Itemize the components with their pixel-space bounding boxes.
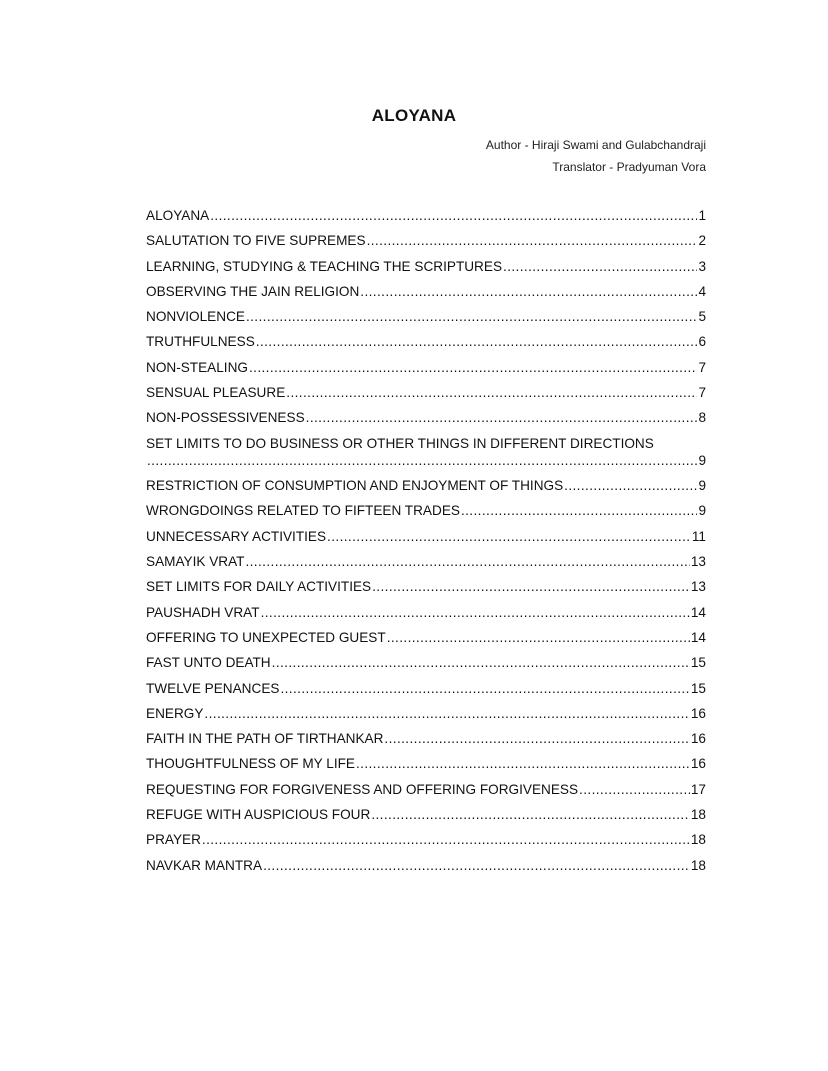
toc-entry-label: ENERGY	[146, 705, 204, 721]
translator-line: Translator - Pradyuman Vora	[552, 160, 706, 174]
dot-leader	[306, 409, 698, 426]
toc-entry-label: ALOYANA	[146, 208, 210, 223]
dot-leader	[372, 578, 690, 595]
toc-entry[interactable]	[146, 435, 706, 478]
toc-entry[interactable]	[146, 806, 706, 831]
dot-leader	[371, 806, 690, 823]
toc-entry[interactable]	[146, 359, 706, 384]
toc-entry-label: NONVIOLENCE	[146, 309, 245, 325]
document-title: ALOYANA	[371, 106, 457, 125]
toc-entry[interactable]	[146, 629, 706, 654]
toc-entry-label: OBSERVING THE JAIN RELIGION	[146, 283, 360, 299]
toc-entry[interactable]	[146, 502, 706, 527]
toc-entry-label: OFFERING TO UNEXPECTED GUEST	[146, 629, 386, 645]
dot-leader	[246, 308, 697, 325]
toc-entry-page: 5	[698, 309, 706, 325]
toc-entry-page: 18	[690, 857, 706, 873]
toc-entry[interactable]	[146, 705, 706, 730]
dot-leader	[202, 831, 690, 848]
toc-entry[interactable]	[146, 730, 706, 755]
toc-entry-page: 9	[698, 478, 706, 494]
toc-entry-page: 15	[690, 680, 706, 696]
toc-entry-page: 3	[698, 258, 706, 274]
toc-entry[interactable]	[146, 477, 706, 502]
toc-entry-label: UNNECESSARY ACTIVITIES	[146, 528, 327, 544]
toc-entry-page: 15	[690, 655, 706, 671]
toc-entry-page: 7	[698, 385, 706, 401]
toc-entry[interactable]	[146, 232, 706, 257]
dot-leader	[384, 730, 689, 747]
toc-entry[interactable]	[146, 409, 706, 434]
toc-entry-label: NON-POSSESSIVENESS	[146, 410, 305, 426]
toc-entry-label: TWELVE PENANCES	[146, 680, 280, 696]
toc-entry-page: 14	[690, 629, 706, 645]
toc-entry-page: 18	[690, 807, 706, 823]
toc-entry[interactable]	[146, 578, 706, 603]
toc-entry-page: 16	[690, 705, 706, 721]
dot-leader	[210, 207, 697, 224]
toc-entry-label: PAUSHADH VRAT	[146, 604, 260, 620]
dot-leader	[360, 283, 697, 300]
toc-entry-label: LEARNING, STUDYING & TEACHING THE SCRIPTURES	[146, 258, 503, 274]
toc-entry-page: 4	[698, 283, 706, 299]
toc-entry[interactable]	[146, 604, 706, 629]
toc-entry-label: FAITH IN THE PATH OF TIRTHANKAR	[146, 731, 384, 747]
toc-entry[interactable]	[146, 831, 706, 856]
dot-leader	[503, 258, 697, 275]
toc-entry-label: SET LIMITS FOR DAILY ACTIVITIES	[146, 579, 372, 595]
author-line: Author - Hiraji Swami and Gulabchandraji	[485, 138, 706, 152]
toc-entry-label: SET LIMITS TO DO BUSINESS OR OTHER THINGS IN DIFFERENT DIRECTIONS	[146, 435, 654, 451]
toc-entry[interactable]	[146, 553, 706, 578]
toc-entry[interactable]	[146, 258, 706, 283]
dot-leader	[367, 232, 698, 249]
toc-entry[interactable]	[146, 333, 706, 358]
dot-leader	[579, 781, 690, 798]
toc-entry-page: 1	[698, 208, 706, 223]
toc-entry[interactable]	[146, 384, 706, 409]
toc-entry-page: 2	[698, 233, 706, 249]
toc-entry-page: 7	[698, 359, 706, 375]
toc-entry-label: SALUTATION TO FIVE SUPREMES	[146, 233, 366, 249]
toc-entry-label: THOUGHTFULNESS OF MY LIFE	[146, 756, 355, 772]
toc-entry-page: 17	[690, 781, 706, 797]
toc-entry-label: FAST UNTO DEATH	[146, 655, 271, 671]
toc-entry-label: REQUESTING FOR FORGIVENESS AND OFFERING FORGIVENESS	[146, 781, 579, 797]
toc-entry[interactable]	[146, 207, 706, 232]
dot-leader	[564, 477, 697, 494]
dot-leader	[327, 528, 691, 545]
dot-leader	[147, 452, 697, 469]
toc-entry-label: WRONGDOINGS RELATED TO FIFTEEN TRADES	[146, 503, 460, 519]
toc-entry[interactable]	[146, 654, 706, 679]
toc-entry-page: 13	[690, 579, 706, 595]
toc-entry-page: 8	[698, 410, 706, 426]
toc-entry-label: REFUGE WITH AUSPICIOUS FOUR	[146, 807, 371, 823]
dot-leader	[286, 384, 697, 401]
dot-leader	[461, 502, 697, 519]
dot-leader	[256, 333, 698, 350]
toc-entry-label: NAVKAR MANTRA	[146, 857, 263, 873]
dot-leader	[263, 857, 690, 874]
dot-leader	[280, 680, 689, 697]
toc-entry-page: 9	[698, 452, 706, 468]
table-of-contents	[146, 207, 706, 882]
toc-entry[interactable]	[146, 755, 706, 780]
dot-leader	[245, 553, 689, 570]
toc-entry-page: 11	[691, 528, 706, 544]
toc-entry[interactable]	[146, 283, 706, 308]
toc-entry-page: 9	[698, 503, 706, 519]
toc-entry-label: TRUTHFULNESS	[146, 334, 255, 350]
toc-entry-page: 6	[698, 334, 706, 350]
toc-entry-page: 13	[690, 554, 706, 570]
dot-leader	[261, 604, 690, 621]
toc-entry-page: 16	[690, 756, 706, 772]
toc-entry-label: SENSUAL PLEASURE	[146, 385, 286, 401]
toc-entry[interactable]	[146, 857, 706, 882]
dot-leader	[204, 705, 689, 722]
toc-entry[interactable]	[146, 528, 706, 553]
toc-entry-page: 14	[690, 604, 706, 620]
toc-entry-page: 18	[690, 832, 706, 848]
toc-entry-label: NON-STEALING	[146, 359, 248, 375]
toc-entry[interactable]	[146, 308, 706, 333]
toc-entry-label: SAMAYIK VRAT	[146, 554, 245, 570]
dot-leader	[272, 654, 690, 671]
toc-entry[interactable]	[146, 781, 706, 806]
toc-entry-label: PRAYER	[146, 832, 201, 848]
toc-entry-page: 16	[690, 731, 706, 747]
dot-leader	[387, 629, 690, 646]
toc-entry[interactable]	[146, 680, 706, 705]
dot-leader	[249, 359, 697, 376]
toc-entry-label: RESTRICTION OF CONSUMPTION AND ENJOYMENT OF THINGS	[146, 478, 564, 494]
dot-leader	[356, 755, 690, 772]
